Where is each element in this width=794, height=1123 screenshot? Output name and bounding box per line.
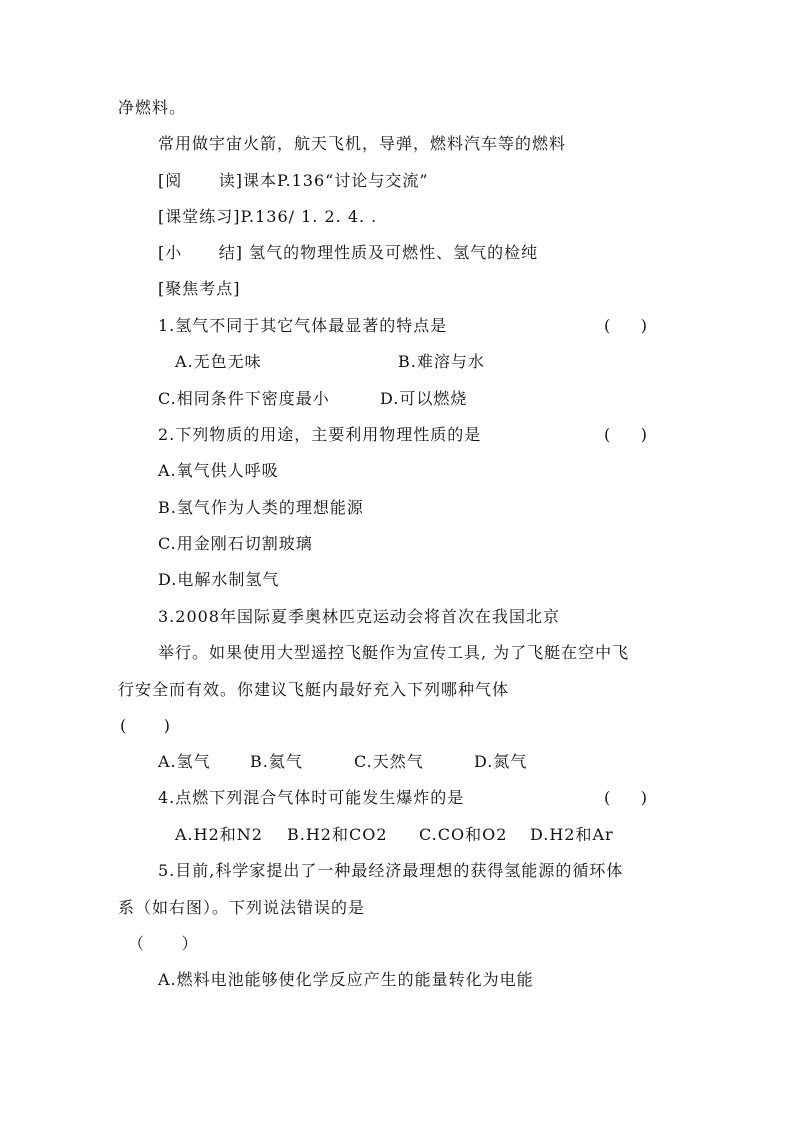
option: C.天然气 bbox=[354, 752, 424, 771]
option: D.氮气 bbox=[474, 752, 528, 771]
text-line: 举行。如果使用大型遥控飞艇作为宣传工具, 为了飞艇在空中飞 bbox=[158, 643, 630, 662]
option: A.无色无味 bbox=[175, 352, 262, 371]
option: B.难溶与水 bbox=[398, 352, 485, 371]
option: A.燃料电池能够使化学反应产生的能量转化为电能 bbox=[158, 970, 534, 989]
question-4: 4.点燃下列混合气体时可能发生爆炸的是 bbox=[158, 788, 465, 807]
option: C.用金刚石切割玻璃 bbox=[158, 534, 313, 553]
text-line: [小 结] 氢气的物理性质及可燃性、氢气的检纯 bbox=[158, 243, 539, 262]
text-line: [课堂练习]P.136/ 1. 2. 4. . bbox=[158, 207, 378, 226]
option: D.可以燃烧 bbox=[380, 389, 468, 408]
option: C.相同条件下密度最小 bbox=[158, 389, 330, 408]
question-1: 1.氢气不同于其它气体最显著的特点是 bbox=[158, 316, 448, 335]
text-line: 常用做宇宙火箭，航天飞机，导弹，燃料汽车等的燃料 bbox=[158, 134, 567, 153]
answer-blank: ( ) bbox=[604, 788, 647, 807]
option: B.H2和CO2 bbox=[287, 825, 388, 844]
answer-blank: （ ） bbox=[128, 934, 199, 953]
text-line: [阅 读]课本P.136“讨论与交流” bbox=[158, 171, 429, 190]
question-5: 5.目前,科学家提出了一种最经济最理想的获得氢能源的循环体 bbox=[158, 861, 624, 880]
option: B.氢气作为人类的理想能源 bbox=[158, 498, 364, 517]
section-heading: [聚焦考点] bbox=[158, 279, 241, 298]
option: A.氢气 bbox=[158, 752, 211, 771]
question-2: 2.下列物质的用途，主要利用物理性质的是 bbox=[158, 425, 482, 444]
option: B.氦气 bbox=[250, 752, 303, 771]
question-3: 3.2008年国际夏季奥林匹克运动会将首次在我国北京 bbox=[158, 607, 560, 626]
text-line: 行安全而有效。你建议飞艇内最好充入下列哪种气体 bbox=[118, 680, 510, 699]
option: A.氧气供人呼吸 bbox=[158, 461, 279, 480]
option: D.H2和Ar bbox=[530, 825, 614, 844]
text-line: 净燃料。 bbox=[118, 98, 187, 117]
answer-blank: ( ) bbox=[604, 316, 647, 335]
option: A.H2和N2 bbox=[175, 825, 263, 844]
option: D.电解水制氢气 bbox=[158, 570, 280, 589]
text-line: 系（如右图）。下列说法错误的是 bbox=[118, 898, 366, 917]
option: C.CO和O2 bbox=[419, 825, 508, 844]
answer-blank: ( ) bbox=[120, 716, 171, 735]
answer-blank: ( ) bbox=[604, 425, 647, 444]
